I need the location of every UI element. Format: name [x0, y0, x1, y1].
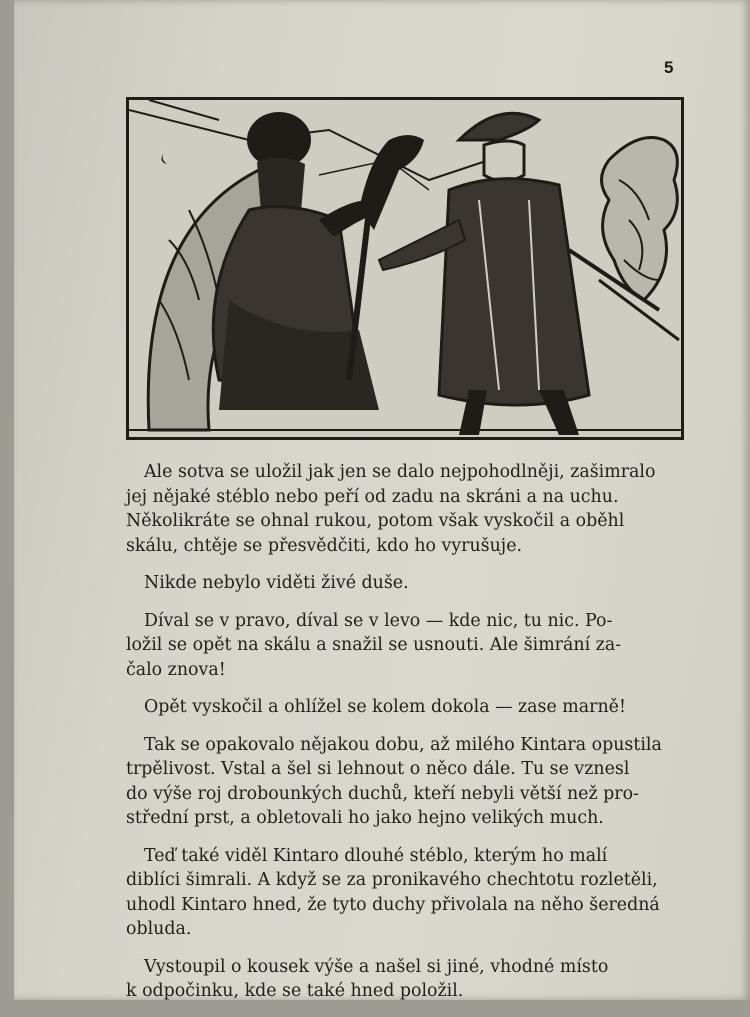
paragraph-5	[126, 733, 684, 831]
text-line: trpělivost. Vstal a šel si lehnout o něco dále. Tu se vznesl	[126, 759, 630, 779]
paragraph-6	[126, 844, 684, 942]
text-line: Opět vyskočil a ohlížel se kolem dokola — zase marně!	[144, 697, 626, 717]
text-line: obluda.	[126, 919, 192, 939]
page-number: 5	[664, 58, 674, 77]
text-line: ložil se opět na skálu a snažil se usnouti. Ale šimrání za-	[126, 635, 622, 655]
text-line: čalo znova!	[126, 659, 226, 680]
text-line: Několikráte se ohnal rukou, potom však vyskočil a oběhl	[126, 511, 625, 531]
woodcut-illustration	[126, 97, 684, 440]
text-line: Ale sotva se uložil jak jen se dalo nejpohodlněji, zašimralo	[144, 462, 656, 482]
text-line: diblíci šimrali. A když se za pronikavého chechtotu rozletěli,	[126, 870, 658, 890]
paragraph-1	[126, 460, 684, 558]
text-line: Nikde nebylo viděti živé duše.	[144, 573, 409, 593]
paragraph-4	[126, 695, 684, 720]
text-line: uhodl Kintaro hned, že tyto duchy přivolala na něho šeredná	[126, 894, 660, 915]
body-text	[126, 460, 684, 1017]
text-line: Tak se opakovalo nějakou dobu, až milého Kintara opustila	[144, 734, 662, 755]
text-line: k odpočinku, kde se také hned položil.	[126, 981, 464, 1001]
paragraph-7	[126, 955, 684, 1004]
text-line: střední prst, a obletovali ho jako hejno velikých much.	[126, 808, 604, 828]
text-line: jej nějaké stéblo nebo peří od zadu na skráni a na uchu.	[126, 486, 619, 507]
text-line: do výše roj drobounkých duchů, kteří nebyli větší než pro-	[126, 783, 639, 804]
text-line: Teď také viděl Kintaro dlouhé stéblo, kterým ho malí	[144, 845, 608, 866]
paragraph-3	[126, 609, 684, 683]
text-line: Vystoupil o kousek výše a našel si jiné, vhodné místo	[144, 956, 609, 977]
text-line: skálu, chtěje se přesvědčiti, kdo ho vyrušuje.	[126, 535, 523, 556]
illustration-drawing	[129, 100, 681, 437]
book-page	[14, 0, 750, 1000]
paragraph-2	[126, 571, 684, 596]
text-line: Díval se v pravo, díval se v levo — kde nic, tu nic. Po-	[144, 610, 613, 631]
